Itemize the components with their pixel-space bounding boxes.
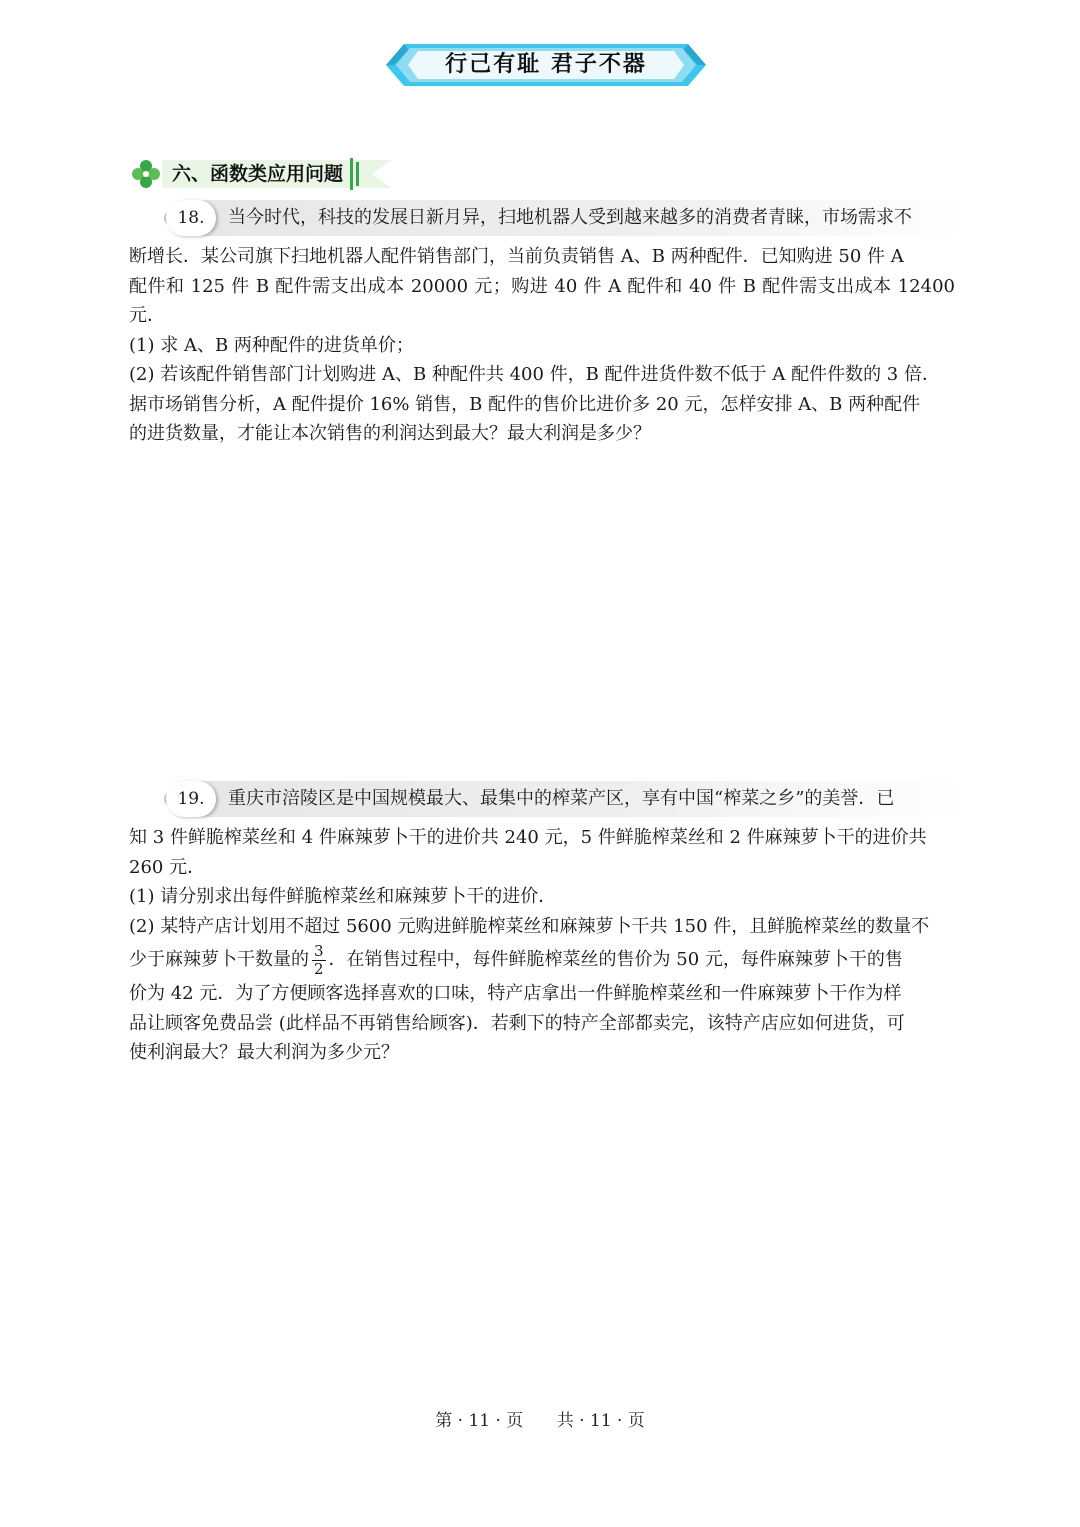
question-19-number: 19. (166, 781, 216, 817)
page-number: 第 · 11 · 页 (435, 1411, 524, 1431)
section-heading (128, 156, 392, 192)
question-18-body (129, 242, 955, 449)
section-title: 六、函数类应用问题 (172, 163, 344, 185)
text-line: (1) 请分别求出每件鲜脆榨菜丝和麻辣萝卜干的进价． (129, 886, 557, 907)
text-line: (2) 若该配件销售部门计划购进 A、B 种配件共 400 件，B 配件进货件数不低于 A 配件件数的 3 倍． (129, 364, 940, 385)
fraction-numerator: 3 (314, 941, 324, 960)
question-18-number: 18. (166, 200, 216, 236)
text-line: 260 元． (129, 856, 206, 878)
text-line: 使利润最大？最大利润为多少元？ (129, 1042, 399, 1063)
question-19-bar (166, 781, 962, 817)
text-line: 知 3 件鲜脆榨菜丝和 4 件麻辣萝卜干的进价共 240 元，5 件鲜脆榨菜丝和 2 件麻辣萝卜干的进价共 (129, 827, 927, 848)
question-18-bar (166, 200, 962, 236)
header-banner (386, 44, 706, 86)
text-line-with-fraction (129, 941, 955, 979)
fraction (312, 943, 326, 978)
fraction-line-after: ．在销售过程中，每件鲜脆榨菜丝的售价为 50 元，每件麻辣萝卜干的售 (328, 949, 903, 970)
text-line: (1) 求 A、B 两种配件的进货单价； (129, 334, 414, 356)
page-total: 共 · 11 · 页 (556, 1411, 645, 1431)
text-line: 的进货数量，才能让本次销售的利润达到最大？最大利润是多少？ (129, 423, 651, 444)
header-motto: 行己有耻 君子不器 (445, 52, 647, 77)
question-19-body (129, 823, 955, 1068)
text-line: 品让顾客免费品尝 (此样品不再销售给顾客)．若剩下的特产全部都卖完，该特产店应如何进货，可 (129, 1012, 905, 1034)
text-line: 价为 42 元．为了方便顾客选择喜欢的口味，特产店拿出一件鲜脆榨菜丝和一件麻辣萝卜干作为样 (129, 983, 902, 1004)
text-line: 据市场销售分析，A 配件提价 16% 销售，B 配件的售价比进价多 20 元，怎样安排 A、B 两种配件 (129, 393, 921, 415)
text-line: 配件和 125 件 B 配件需支出成本 20000 元；购进 40 件 A 配件和 40 件 B 配件需支出成本 12400 元． (129, 275, 955, 326)
text-line: 断增长．某公司旗下扫地机器人配件销售部门，当前负责销售 A、B 两种配件．已知购进 50 件 A (129, 246, 904, 267)
text-line: (2) 某特产店计划用不超过 5600 元购进鲜脆榨菜丝和麻辣萝卜干共 150 件，且鲜脆榨菜丝的数量不 (129, 915, 930, 937)
page-footer (0, 1406, 1080, 1431)
question-19-first-line: 重庆市涪陵区是中国规模最大、最集中的榨菜产区，享有中国“榨菜之乡”的美誉．已 (228, 788, 895, 809)
fraction-denominator: 2 (314, 959, 324, 978)
fraction-line-before: 少于麻辣萝卜干数量的 (129, 949, 309, 970)
clover-icon (132, 160, 160, 188)
question-18-first-line: 当今时代，科技的发展日新月异，扫地机器人受到越来越多的消费者青睐，市场需求不 (228, 207, 912, 228)
